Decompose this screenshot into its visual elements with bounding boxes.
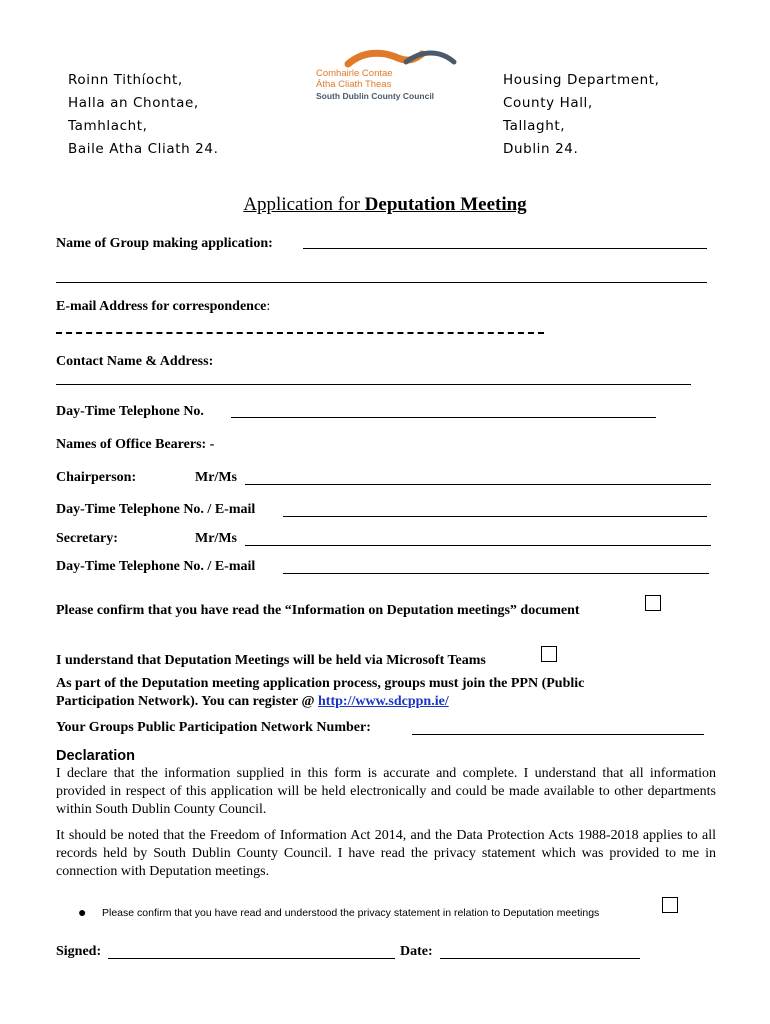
ppn-text-line2 — [56, 694, 449, 710]
english-address-line: Dublin 24. — [503, 141, 579, 157]
group-name-field[interactable] — [303, 234, 707, 249]
english-address — [503, 69, 660, 161]
daytime-phone-field[interactable] — [231, 403, 656, 418]
declaration-heading: Declaration — [56, 748, 135, 764]
council-logo — [314, 48, 474, 104]
group-name-label: Name of Group making application: — [56, 236, 273, 251]
email-label-colon: : — [266, 299, 271, 314]
group-name-field-2[interactable] — [56, 268, 707, 283]
chairperson-label: Chairperson: — [56, 470, 137, 485]
teams-checkbox[interactable] — [541, 646, 557, 662]
email-label-text: E-mail Address for correspondence — [56, 299, 267, 314]
irish-address-line: Baile Atha Cliath 24. — [68, 141, 219, 157]
office-bearers-label: Names of Office Bearers: - — [56, 437, 215, 452]
logo-text-line3: South Dublin County Council — [316, 91, 435, 101]
secretary-field[interactable] — [245, 531, 711, 546]
privacy-confirm-checkbox[interactable] — [662, 897, 678, 913]
contact-field[interactable] — [56, 370, 691, 385]
chairperson-field[interactable] — [245, 470, 711, 485]
date-label: Date: — [400, 944, 433, 959]
daytime-phone-label: Day-Time Telephone No. — [56, 404, 204, 419]
title-bold: Deputation Meeting — [364, 194, 527, 215]
confirm-info-label: Please confirm that you have read the “Information on Deputation meetings” document — [56, 603, 580, 618]
irish-address-line: Tamhlacht, — [68, 118, 148, 134]
secretary-label: Secretary: — [56, 531, 118, 546]
ppn-register-link[interactable]: http://www.sdcppn.ie/ — [318, 694, 449, 709]
email-label — [56, 299, 270, 315]
english-address-line: Housing Department, — [503, 72, 660, 88]
bullet-icon: ● — [78, 906, 87, 921]
ppn-text-line1: As part of the Deputation meeting application process, groups must join the PPN (Public — [56, 676, 585, 691]
irish-address-line: Roinn Tithíocht, — [68, 72, 183, 88]
logo-text-line1: Comhairle Contae — [316, 68, 393, 79]
sec-phone-email-field[interactable] — [283, 559, 709, 574]
chairperson-mrms-label: Mr/Ms — [195, 470, 237, 485]
irish-address — [68, 69, 218, 161]
contact-label: Contact Name & Address: — [56, 354, 214, 369]
email-field[interactable] — [56, 332, 544, 334]
english-address-line: Tallaght, — [503, 118, 566, 134]
page-title — [0, 194, 770, 216]
date-field[interactable] — [440, 944, 640, 959]
ppn-number-field[interactable] — [412, 720, 704, 735]
teams-label: I understand that Deputation Meetings will be held via Microsoft Teams — [56, 653, 486, 668]
irish-address-line: Halla an Chontae, — [68, 95, 199, 111]
ppn-text-line2-label: Participation Network). You can register @ — [56, 694, 319, 709]
signed-label: Signed: — [56, 944, 102, 959]
declaration-para-2: It should be noted that the Freedom of Information Act 2014, and the Data Protection Acts 1988-2018 applies to all records held by South Dublin County Council. I have read the privacy statement which was provided to me in connection with Deputation meetings. — [56, 828, 716, 879]
chair-phone-email-label: Day-Time Telephone No. / E-mail — [56, 502, 256, 517]
declaration-para-1: I declare that the information supplied in this form is accurate and complete. I understand that all information provided in respect of this application will be held electronically and could be made available to other departments within South Dublin County Council. — [56, 766, 716, 817]
secretary-mrms-label: Mr/Ms — [195, 531, 237, 546]
english-address-line: County Hall, — [503, 95, 593, 111]
privacy-confirm-label: Please confirm that you have read and understood the privacy statement in relation to Deputation meetings — [102, 907, 600, 919]
logo-text-line2: Átha Cliath Theas — [316, 79, 392, 90]
sec-phone-email-label: Day-Time Telephone No. / E-mail — [56, 559, 256, 574]
signed-field[interactable] — [108, 944, 395, 959]
ppn-number-label: Your Groups Public Participation Network Number: — [56, 720, 371, 735]
chair-phone-email-field[interactable] — [283, 502, 707, 517]
title-prefix: Application for — [243, 194, 365, 215]
confirm-info-checkbox[interactable] — [645, 595, 661, 611]
